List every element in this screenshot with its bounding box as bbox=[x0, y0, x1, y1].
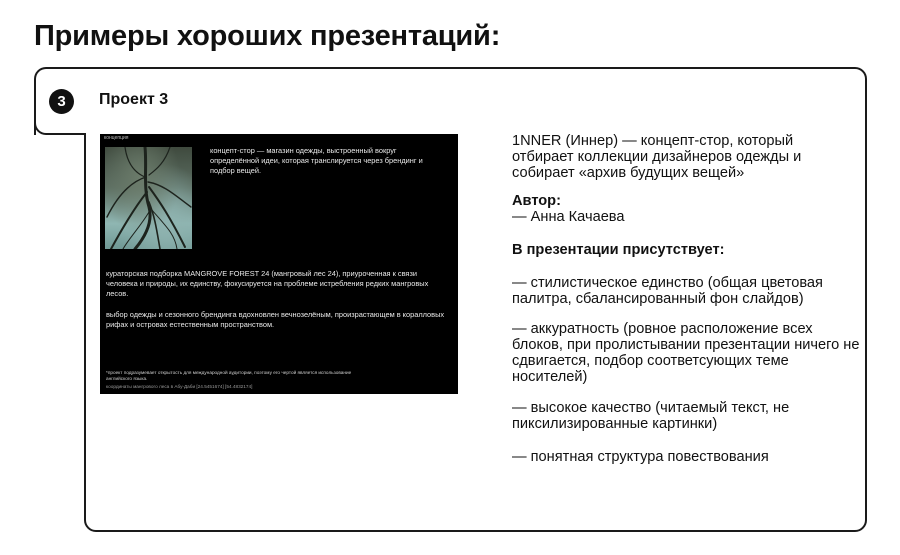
slide-preview bbox=[100, 134, 458, 394]
project-description: 1NNER (Иннер) — концепт-стор, который отбирает коллекции дизайнеров одежды и собирает «архив будущих вещей» bbox=[512, 133, 802, 181]
mangrove-photo-icon bbox=[105, 147, 192, 249]
page-title: Примеры хороших презентаций: bbox=[34, 20, 501, 52]
project-label: Проект 3 bbox=[99, 91, 169, 108]
feature-item: — аккуратность (ровное расположение всех блоков, при пролистывании презентации ничего не сдвигается, подбор соответсующих теме носителей) bbox=[512, 321, 860, 385]
feature-item: — высокое качество (читаемый текст, не пиксилизированные картинки) bbox=[512, 400, 790, 432]
feature-item: — стилистическое единство (общая цветовая палитра, сбалансированный фон слайдов) bbox=[512, 275, 823, 307]
author-name: — Анна Качаева bbox=[512, 209, 625, 225]
features-label: В презентации присутствует: bbox=[512, 242, 725, 258]
author-label: Автор: bbox=[512, 193, 561, 209]
card-joint bbox=[84, 69, 88, 133]
slide-corner-label: концепция bbox=[104, 135, 129, 141]
slide-intro-text: концепт-стор — магазин одежды, выстроенный вокруг определённой идеи, которая транслируется через брендинг и подбор вещей. bbox=[210, 146, 423, 175]
slide-paragraph-2: выбор одежды и сезонного брендинга вдохновлен вечнозелёным, произрастающем в коралловых рифах и островах естественным пространством. bbox=[106, 310, 445, 329]
slide-paragraph-1: кураторская подборка MANGROVE FOREST 24 (мангровый лес 24), приуроченная к связи человека и природы, их единству, фокусируется на проблеме истребления редких мангровых лесов. bbox=[106, 269, 429, 298]
project-number-badge: 3 bbox=[49, 89, 74, 114]
project-card-tab-corner bbox=[34, 120, 86, 135]
slide-coordinates: координаты мангрового леса в Абу-Даби [24.5451674] [54.4832174] bbox=[106, 384, 253, 389]
slide-footnote: *проект подразумевает открытость для международной аудитории, поэтому его чертой является использование английского языка. bbox=[106, 370, 352, 382]
feature-item: — понятная структура повествования bbox=[512, 449, 769, 465]
